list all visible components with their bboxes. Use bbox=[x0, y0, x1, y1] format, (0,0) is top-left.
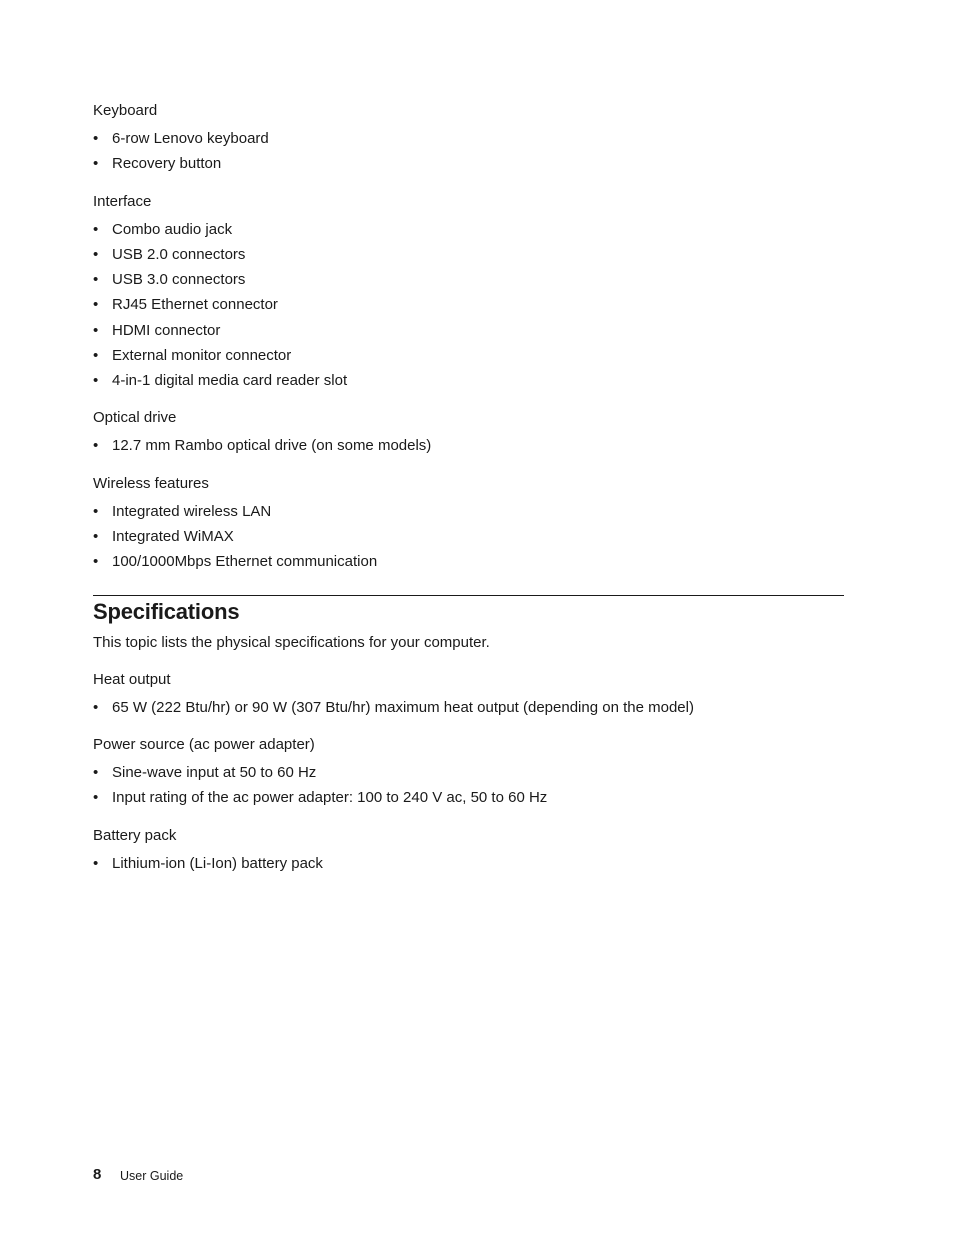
list-item-text: RJ45 Ethernet connector bbox=[112, 296, 278, 313]
list-item-text: 4-in-1 digital media card reader slot bbox=[112, 372, 348, 389]
bullet: • bbox=[93, 503, 99, 520]
section-label-keyboard: Keyboard bbox=[93, 102, 158, 119]
section-label-power-source: Power source (ac power adapter) bbox=[93, 736, 315, 753]
bullet: • bbox=[93, 699, 99, 716]
bullet: • bbox=[93, 528, 99, 545]
bullet: • bbox=[93, 322, 99, 339]
list-item-text: HDMI connector bbox=[112, 322, 221, 339]
list-item-text: Sine-wave input at 50 to 60 Hz bbox=[112, 764, 317, 781]
bullet: • bbox=[93, 372, 99, 389]
bullet: • bbox=[93, 246, 99, 263]
list-item-text: 100/1000Mbps Ethernet communication bbox=[112, 553, 378, 570]
section-label-heat-output: Heat output bbox=[93, 671, 171, 688]
section-label-wireless-features: Wireless features bbox=[93, 475, 209, 492]
section-label-interface: Interface bbox=[93, 193, 152, 210]
section-label-battery-pack: Battery pack bbox=[93, 827, 177, 844]
bullet: • bbox=[93, 130, 99, 147]
list-item-text: Integrated wireless LAN bbox=[112, 503, 272, 520]
bullet: • bbox=[93, 221, 99, 238]
bullet: • bbox=[93, 764, 99, 781]
bullet: • bbox=[93, 855, 99, 872]
list-item-text: 6-row Lenovo keyboard bbox=[112, 130, 269, 147]
list-item-text: Integrated WiMAX bbox=[112, 528, 234, 545]
list-item-text: 12.7 mm Rambo optical drive (on some models) bbox=[112, 437, 432, 454]
bullet: • bbox=[93, 553, 99, 570]
page-heading-specifications: Specifications bbox=[93, 599, 240, 624]
list-item-text: USB 2.0 connectors bbox=[112, 246, 246, 263]
bullet: • bbox=[93, 347, 99, 364]
page-number: 8 bbox=[93, 1166, 102, 1183]
list-item-text: Recovery button bbox=[112, 155, 222, 172]
list-item-text: External monitor connector bbox=[112, 347, 292, 364]
section-label-optical-drive: Optical drive bbox=[93, 409, 177, 426]
bullet: • bbox=[93, 155, 99, 172]
list-item-text: Combo audio jack bbox=[112, 221, 233, 238]
list-item-text: Input rating of the ac power adapter: 100 to 240 V ac, 50 to 60 Hz bbox=[112, 789, 548, 806]
list-item-text: USB 3.0 connectors bbox=[112, 271, 246, 288]
bullet: • bbox=[93, 789, 99, 806]
bullet: • bbox=[93, 437, 99, 454]
list-item-text: 65 W (222 Btu/hr) or 90 W (307 Btu/hr) maximum heat output (depending on the model) bbox=[112, 699, 694, 716]
footer-doc-title: User Guide bbox=[120, 1169, 184, 1183]
specifications-intro: This topic lists the physical specifications for your computer. bbox=[93, 634, 490, 651]
bullet: • bbox=[93, 271, 99, 288]
bullet: • bbox=[93, 296, 99, 313]
list-item-text: Lithium-ion (Li-Ion) battery pack bbox=[112, 855, 323, 872]
section-divider bbox=[93, 595, 844, 596]
